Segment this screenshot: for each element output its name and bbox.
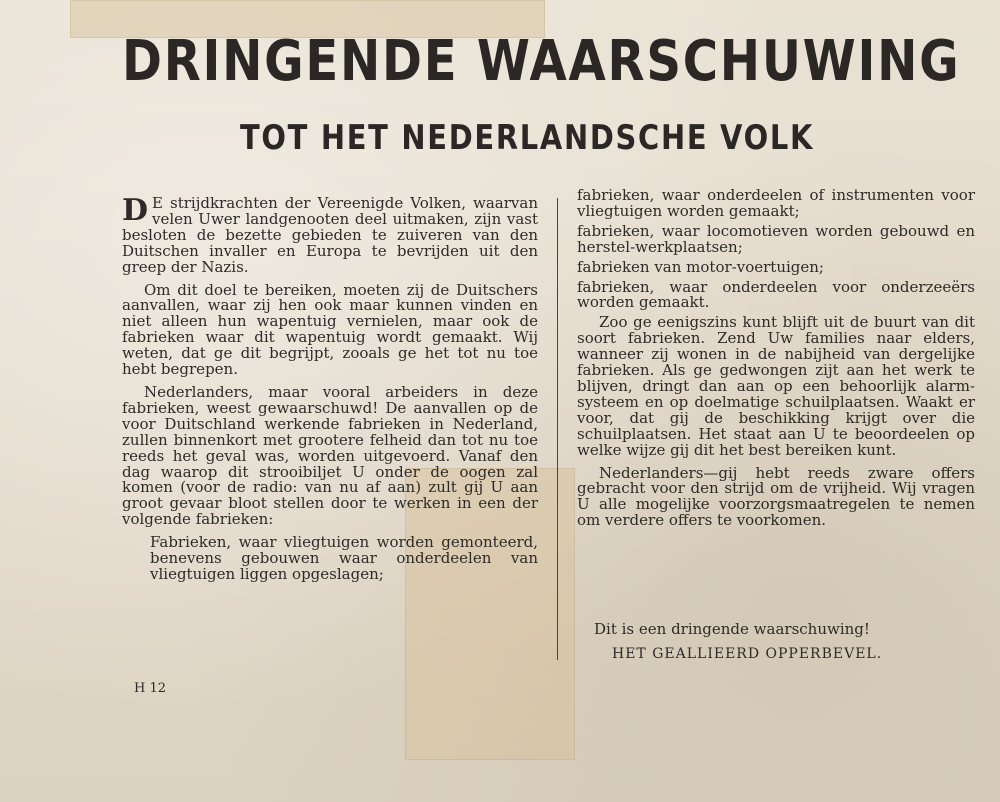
factory-list-item-4: fabrieken van motor-voertuigen; [577, 257, 824, 276]
headline: DRINGENDE WAARSCHUWING [122, 29, 961, 94]
right-column [577, 188, 975, 536]
signature: HET GEALLIEERD OPPERBEVEL. [612, 646, 883, 662]
column-divider [557, 198, 558, 660]
paragraph-3: Nederlanders, maar vooral arbeiders in deze fabrieken, weest gewaarschuwd! De aanvallen op de voor Duitschland werkende fabrieken in Nederland, zullen binnenkort met grootere felheid dan tot nu toe reeds het geval was, worden uitgevoerd. Vanaf den dag waarop dit strooibiljet U onder de oogen zal komen (voor de radio: van nu af aan) zult gij U aan groot gevaar bloot stellen door te werken in een der volgende fabrieken: [122, 382, 538, 529]
paragraph-1-text: E strijdkrachten der Vereenigde Volken, waarvan velen Uwer landgenooten deel uitmaken, zijn vast besloten de bezette gebieden te zuiveren van den Duitschen invaller en Europa te bevrijden uit den greep der Nazis. [122, 194, 538, 276]
paragraph-4: Zoo ge eenigszins kunt blijft uit de buurt van dit soort fabrieken. Zend Uw families naar elders, wanneer zij wonen in de nabijheid van dergelijke fabrieken. Als ge gedwongen zijt aan het werk te blijven, dringt dan aan op een behoorlijk alarm-systeem en op doelmatige schuilplaatsen. Waakt er voor, dat gij de beschikking krijgt over die schuilplaatsen. Het staat aan U te beoordeelen op welke wijze gij dit het best bereiken kunt. [577, 313, 975, 459]
factory-list-item-2: fabrieken, waar onderdeelen of instrumenten voor vliegtuigen worden gemaakt; [577, 186, 975, 220]
left-column [122, 193, 538, 590]
factory-list-item-5: fabrieken, waar onderdeelen voor onderzeeërs worden gemaakt. [577, 277, 975, 312]
factory-list-item-1: Fabrieken, waar vliegtuigen worden gemonteerd, benevens gebouwen waar onderdeelen van vliegtuigen liggen opgeslagen; [150, 533, 538, 583]
factory-list-item-3: fabrieken, waar locomotieven worden gebouwd en herstel-werkplaatsen; [577, 221, 975, 256]
subheadline: TOT HET NEDERLANDSCHE VOLK [240, 118, 815, 158]
leaflet-code: H 12 [134, 681, 167, 696]
paragraph-5: Nederlanders—gij hebt reeds zware offers gebracht voor den strijd om de vrijheid. Wij vragen U alle mogelijke voorzorgsmaatregelen te nemen om verdere offers te voorkomen. [577, 463, 975, 530]
paragraph-1 [122, 193, 538, 276]
paragraph-2: Om dit doel te bereiken, moeten zij de Duitschers aanvallen, waar zij hen ook maar kunnen vinden en niet alleen hun wapentuig vernielen, maar ook de fabrieken waar dit wapentuig wordt gemaakt. Wij weten, dat ge dit begrijpt, zooals ge het tot nu toe hebt begrepen. [122, 280, 538, 379]
drop-cap: D [122, 193, 149, 228]
urgent-warning-line: Dit is een dringende waarschuwing! [594, 620, 870, 638]
